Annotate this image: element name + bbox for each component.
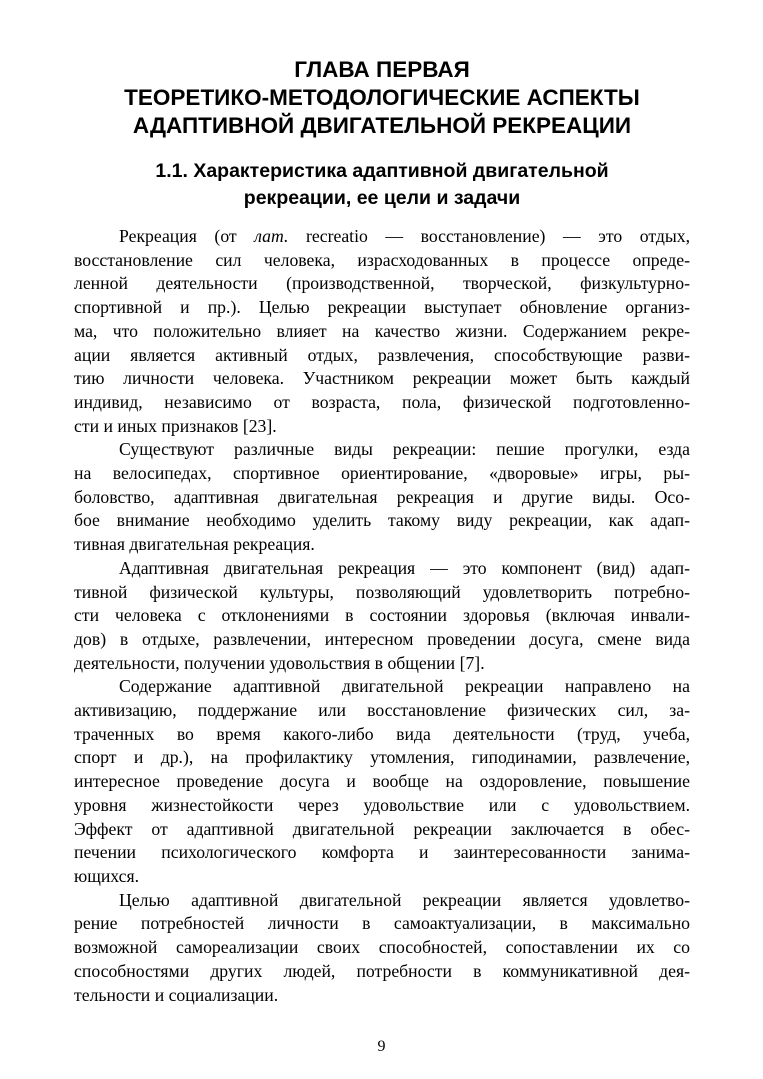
paragraph-line: бое внимание необходимо уделить такому виду рекреации, как адап- (74, 510, 690, 531)
paragraph-line: Адаптивная двигательная рекреация — это компонент (вид) адап- (119, 557, 690, 578)
italic-term: лат. (254, 226, 289, 246)
paragraph-line: дов) в отдыхе, развлечении, интересном проведении досуга, смене вида (74, 628, 690, 649)
paragraph-line: тию личности человека. Участником рекреации может быть каждый (74, 368, 690, 389)
paragraph-line: печении психологического комфорта и заинтересованности занима- (74, 842, 690, 863)
paragraph-line: ющихся. (74, 865, 140, 886)
chapter-title-line: АДАПТИВНОЙ ДВИГАТЕЛЬНОЙ РЕКРЕАЦИИ (132, 113, 632, 138)
paragraph-line: индивид, независимо от возраста, пола, физической подготовленно- (74, 391, 690, 412)
paragraph-line: рение потребностей личности в самоактуализации, в максимально (74, 913, 690, 934)
paragraph-line: на велосипедах, спортивное ориентирование, «дворовые» игры, ры- (74, 463, 690, 484)
paragraph-line: Рекреация (от лат. recreatio — восстановление) — это отдых, (119, 226, 690, 246)
paragraph-line: Целью адаптивной двигательной рекреации является удовлетво- (119, 889, 690, 910)
paragraph-line: спортивной и пр.). Целью рекреации выступает обновление организ- (74, 297, 690, 318)
paragraph-line: Существуют различные виды рекреации: пешие прогулки, езда (119, 439, 690, 460)
paragraph-line: Содержание адаптивной двигательной рекреации направлено на (119, 676, 690, 697)
paragraph-line: сти человека с отклонениями в состоянии здоровья (включая инвали- (74, 605, 690, 626)
paragraph-line: Эффект от адаптивной двигательной рекреации заключается в обес- (74, 818, 690, 839)
paragraph-line: сти и иных признаков [23]. (74, 415, 277, 436)
paragraph-line: тивной физической культуры, позволяющий удовлетворить потребно- (74, 581, 690, 602)
paragraph-line: боловство, адаптивная двигательная рекреация и другие виды. Осо- (74, 486, 690, 507)
page-content (74, 56, 690, 1007)
page-number: 9 (377, 1038, 386, 1055)
paragraph-line: активизацию, поддержание или восстановление физических сил, за- (74, 700, 690, 721)
paragraph-line: ма, что положительно влияет на качество жизни. Содержанием рекре- (74, 320, 690, 341)
paragraph (74, 557, 690, 676)
paragraph-line: тивная двигательная рекреация. (74, 534, 315, 555)
paragraph-line: способностями других людей, потребности в коммуникативной дея- (74, 960, 690, 981)
paragraph-line: возможной самореализации своих способностей, сопоставлении их со (74, 937, 690, 958)
section-title (74, 158, 690, 212)
section-title-line: 1.1. Характеристика адаптивной двигательной (155, 160, 609, 182)
chapter-title (74, 56, 690, 140)
paragraph-line: тельности и социализации. (74, 984, 279, 1005)
paragraph (74, 889, 690, 1008)
paragraph-line: траченных во время какого-либо вида деятельности (труд, учеба, (74, 723, 690, 744)
chapter-title-line: ТЕОРЕТИКО-МЕТОДОЛОГИЧЕСКИЕ АСПЕКТЫ (124, 85, 640, 110)
paragraph-line: деятельности, получении удовольствия в общении [7]. (74, 652, 485, 673)
paragraph-line: спорт и др.), на профилактику утомления, гиподинамии, развлечение, (74, 747, 690, 768)
section-title-line: рекреации, ее цели и задачи (243, 187, 521, 209)
paragraph-line: ации является активный отдых, развлечения, способствующие разви- (74, 344, 690, 365)
chapter-title-line: ГЛАВА ПЕРВАЯ (294, 57, 470, 82)
paragraph-line: интересное проведение досуга и вообще на оздоровление, повышение (74, 771, 690, 792)
body-text (74, 225, 690, 1007)
paragraph-line: ленной деятельности (производственной, творческой, физкультурно- (74, 273, 690, 294)
paragraph-line: уровня жизнестойкости через удовольствие или с удовольствием. (74, 794, 690, 815)
paragraph-line: восстановление сил человека, израсходованных в процессе опреде- (74, 249, 690, 270)
paragraph (74, 675, 690, 888)
paragraph (74, 438, 690, 557)
paragraph (74, 225, 690, 438)
